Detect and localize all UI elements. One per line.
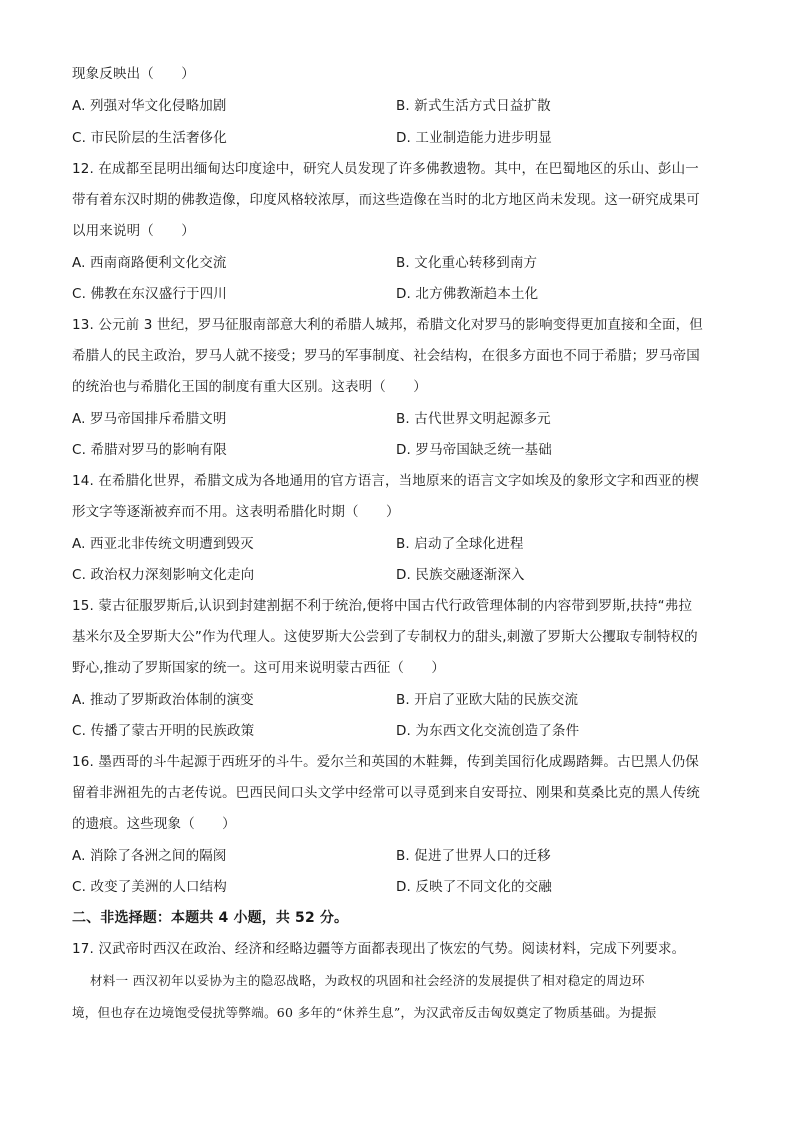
- q16-stem-line-1: 16. 墨西哥的斗牛起源于西班牙的斗牛。爱尔兰和英国的木鞋舞，传到美国衍化成踢踏舞。古巴黑人仍保: [72, 754, 699, 770]
- q15-option-a: A. 推动了罗斯政治体制的演变: [72, 692, 254, 708]
- q16-option-b: B. 促进了世界人口的迁移: [396, 848, 551, 864]
- q14-stem-line-2: 形文字等逐渐被弃而不用。这表明希腊化时期（ ）: [72, 504, 400, 520]
- q12-option-c: C. 佛教在东汉盛行于四川: [72, 286, 227, 302]
- q15-option-c: C. 传播了蒙古开明的民族政策: [72, 723, 255, 739]
- q14-option-c: C. 政治权力深刻影响文化走向: [72, 567, 255, 583]
- q12-option-a: A. 西南商路便利文化交流: [72, 255, 227, 271]
- q15-stem-line-2: 基米尔及全罗斯大公”作为代理人。这使罗斯大公尝到了专制权力的甜头,刺激了罗斯大公攫取专制特权的: [72, 629, 698, 645]
- q14-stem-line-1: 14. 在希腊化世界，希腊文成为各地通用的官方语言，当地原来的语言文字如埃及的象形文字和西亚的楔: [72, 473, 699, 489]
- q15-stem-line-1: 15. 蒙古征服罗斯后,认识到封建割据不利于统治,便将中国古代行政管理体制的内容带到罗斯,扶持“弗拉: [72, 598, 693, 614]
- q16-option-a: A. 消除了各洲之间的隔阂: [72, 848, 227, 864]
- q11-option-b: B. 新式生活方式日益扩散: [396, 98, 551, 114]
- q12-stem-line-2: 带有着东汉时期的佛教造像，印度风格较浓厚，而这些造像在当时的北方地区尚未发现。这一研究成果可: [72, 192, 700, 208]
- q14-option-b: B. 启动了全球化进程: [396, 536, 524, 552]
- q15-option-d: D. 为东西文化交流创造了条件: [396, 723, 580, 739]
- q13-stem-line-2: 希腊人的民主政治，罗马人就不接受；罗马的军事制度、社会结构，在很多方面也不同于希腊；罗马帝国: [72, 348, 700, 364]
- section-2-heading: 二、非选择题：本题共 4 小题，共 52 分。: [72, 910, 349, 926]
- q15-option-b: B. 开启了亚欧大陆的民族交流: [396, 692, 579, 708]
- q17-stem: 17. 汉武帝时西汉在政治、经济和经略边疆等方面都表现出了恢宏的气势。阅读材料，完成下列要求。: [72, 941, 686, 957]
- q15-stem-line-3: 野心,推动了罗斯国家的统一。这可用来说明蒙古西征（ ）: [72, 660, 445, 676]
- q16-stem-line-3: 的遗痕。这些现象（ ）: [72, 816, 236, 832]
- q11-option-c: C. 市民阶层的生活奢侈化: [72, 130, 227, 146]
- q12-stem-line-1: 12. 在成都至昆明出缅甸达印度途中，研究人员发现了许多佛教遗物。其中，在巴蜀地区的乐山、彭山一: [72, 161, 699, 177]
- q16-option-c: C. 改变了美洲的人口结构: [72, 879, 227, 895]
- q13-option-a: A. 罗马帝国排斥希腊文明: [72, 411, 227, 427]
- q13-option-d: D. 罗马帝国缺乏统一基础: [396, 442, 552, 458]
- q12-stem-line-3: 以用来说明（ ）: [72, 223, 195, 239]
- q12-option-d: D. 北方佛教渐趋本土化: [396, 286, 539, 302]
- q11-option-d: D. 工业制造能力进步明显: [396, 130, 552, 146]
- q16-stem-line-2: 留着非洲祖先的古老传说。巴西民间口头文学中经常可以寻觅到来自安哥拉、刚果和莫桑比克的黑人传统: [72, 785, 700, 801]
- q11-option-a: A. 列强对华文化侵略加剧: [72, 98, 227, 114]
- q17-material-line-2: 境，但也存在边境饱受侵扰等弊端。60 多年的“休养生息”，为汉武帝反击匈奴奠定了物质基础。为提振: [72, 1005, 657, 1020]
- q14-option-a: A. 西亚北非传统文明遭到毁灭: [72, 536, 254, 552]
- q13-stem-line-1: 13. 公元前 3 世纪，罗马征服南部意大利的希腊人城邦，希腊文化对罗马的影响变得更加直接和全面，但: [72, 317, 703, 333]
- q14-option-d: D. 民族交融逐渐深入: [396, 567, 525, 583]
- q12-option-b: B. 文化重心转移到南方: [396, 255, 538, 271]
- q13-option-c: C. 希腊对罗马的影响有限: [72, 442, 227, 458]
- q16-option-d: D. 反映了不同文化的交融: [396, 879, 552, 895]
- q11-stem-tail: 现象反映出（ ）: [72, 66, 195, 82]
- q13-option-b: B. 古代世界文明起源多元: [396, 411, 551, 427]
- q17-material-line-1: 材料一 西汉初年以妥协为主的隐忍战略，为政权的巩固和社会经济的发展提供了相对稳定的周边环: [90, 973, 645, 988]
- q13-stem-line-3: 的统治也与希腊化王国的制度有重大区别。这表明（ ）: [72, 379, 427, 395]
